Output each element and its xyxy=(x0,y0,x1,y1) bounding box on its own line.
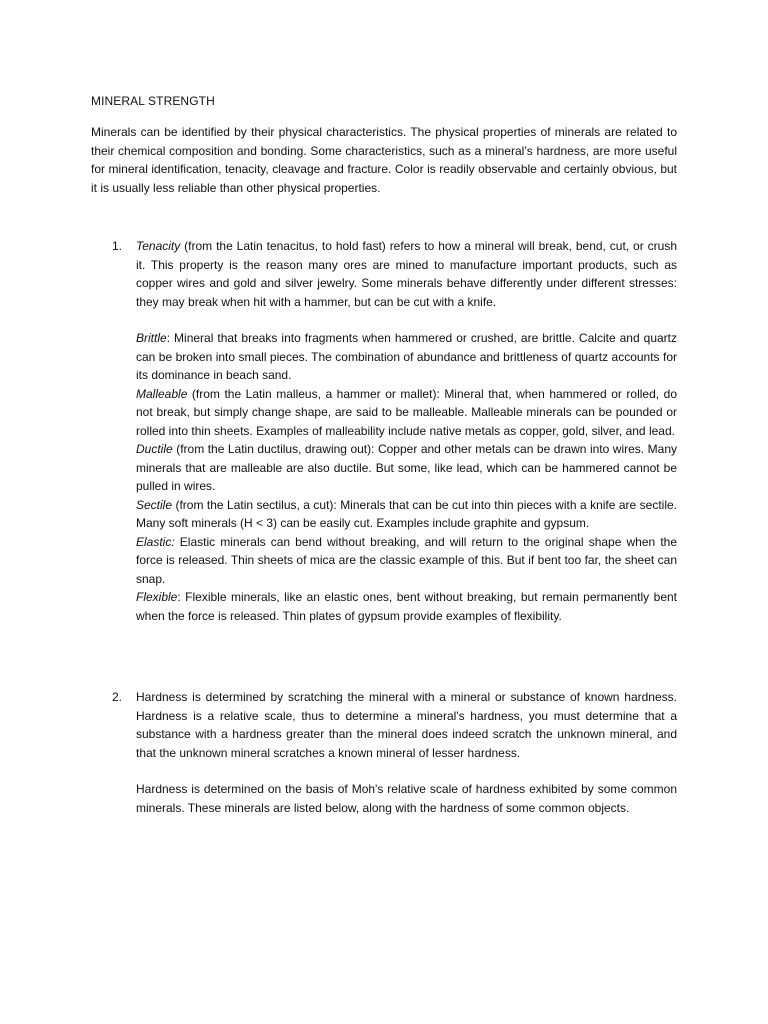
list-number: 1. xyxy=(112,239,123,253)
term-brittle: Brittle xyxy=(136,331,167,345)
term-paragraph xyxy=(136,329,677,385)
tenacity-paragraph xyxy=(136,237,677,311)
elastic-text: Elastic minerals can bend without breaking, and will return to the original shape when the force is released. Thin sheets of mica are the classic example of this. But if bent too far, the sheet can snap. xyxy=(136,534,677,586)
term-elastic: Elastic: xyxy=(136,534,175,549)
tenacity-text: (from the Latin tenacitus, to hold fast) refers to how a mineral will break, bend, cut, or crush it. This property is the reason many ores are mined to manufacture important products, such as copper wires and gold and silver jewelry. Some minerals behave differently under different stresses: they may break when hit with a hammer, but can be cut with a knife. xyxy=(136,239,677,309)
flexible-text: : Flexible minerals, like an elastic ones, bent without breaking, but remain permanently bent when the force is released. Thin plates of gypsum provide examples of flexibility. xyxy=(136,590,677,623)
list-item-tenacity xyxy=(91,237,677,625)
term-malleable: Malleable xyxy=(136,386,188,401)
mohs-paragraph: Hardness is determined on the basis of Moh's relative scale of hardness exhibited by some common minerals. These minerals are listed below, along with the hardness of some common objects. xyxy=(136,782,677,815)
term-tenacity: Tenacity xyxy=(136,239,181,253)
brittle-text: : Mineral that breaks into fragments when hammered or crushed, are brittle. Calcite and quartz can be broken into small pieces. The combination of abundance and brittleness of quartz accounts for its dominance in beach sand. xyxy=(136,331,677,382)
page-title: MINERAL STRENGTH xyxy=(91,94,215,108)
list-item-body xyxy=(136,237,677,625)
spacer xyxy=(136,311,677,329)
list-item-hardness xyxy=(91,688,677,817)
sectile-text: (from the Latin sectilus, a cut): Minerals that can be cut into thin pieces with a knife are sectile. Many soft minerals (H < 3) can be easily cut. Examples include graphite and gypsum. xyxy=(136,497,677,530)
list-number: 2. xyxy=(112,690,123,704)
term-ductile: Ductile xyxy=(136,442,173,456)
list-item-body xyxy=(136,688,677,817)
term-paragraph xyxy=(136,533,677,589)
ductile-text: (from the Latin ductilus, drawing out): Copper and other metals can be drawn into wires. Many minerals that are malleable are also ductile. But some, like lead, which can be hammered cannot be pulled in wires. xyxy=(136,442,677,493)
term-sectile: Sectile xyxy=(136,497,173,512)
term-paragraph xyxy=(136,440,677,496)
intro-paragraph: Minerals can be identified by their physical characteristics. The physical properties of minerals are related to their chemical composition and bonding. Some characteristics, such as a mineral’s hardness, are more useful for mineral identification, tenacity, cleavage and fracture. Color is readily observable and certainly obvious, but it is usually less reliable than other physical properties. xyxy=(91,125,677,195)
term-flexible: Flexible xyxy=(136,590,178,604)
hardness-paragraph: Hardness is determined by scratching the mineral with a mineral or substance of known hardness. Hardness is a relative scale, thus to determine a mineral's hardness, you must determine that a substance with a hardness greater than the mineral does indeed scratch the unknown mineral, and that the unknown mineral scratches a known mineral of lesser hardness. xyxy=(136,690,677,760)
term-paragraph xyxy=(136,588,677,625)
term-paragraph xyxy=(136,385,677,441)
spacer xyxy=(136,762,677,780)
term-paragraph xyxy=(136,496,677,533)
malleable-text: (from the Latin malleus, a hammer or mallet): Mineral that, when hammered or rolled, do not break, but simply change shape, are said to be malleable. Malleable minerals can be pounded or rolled into thin sheets. Examples of malleability include native metals as copper, gold, silver, and lead. xyxy=(136,386,677,438)
